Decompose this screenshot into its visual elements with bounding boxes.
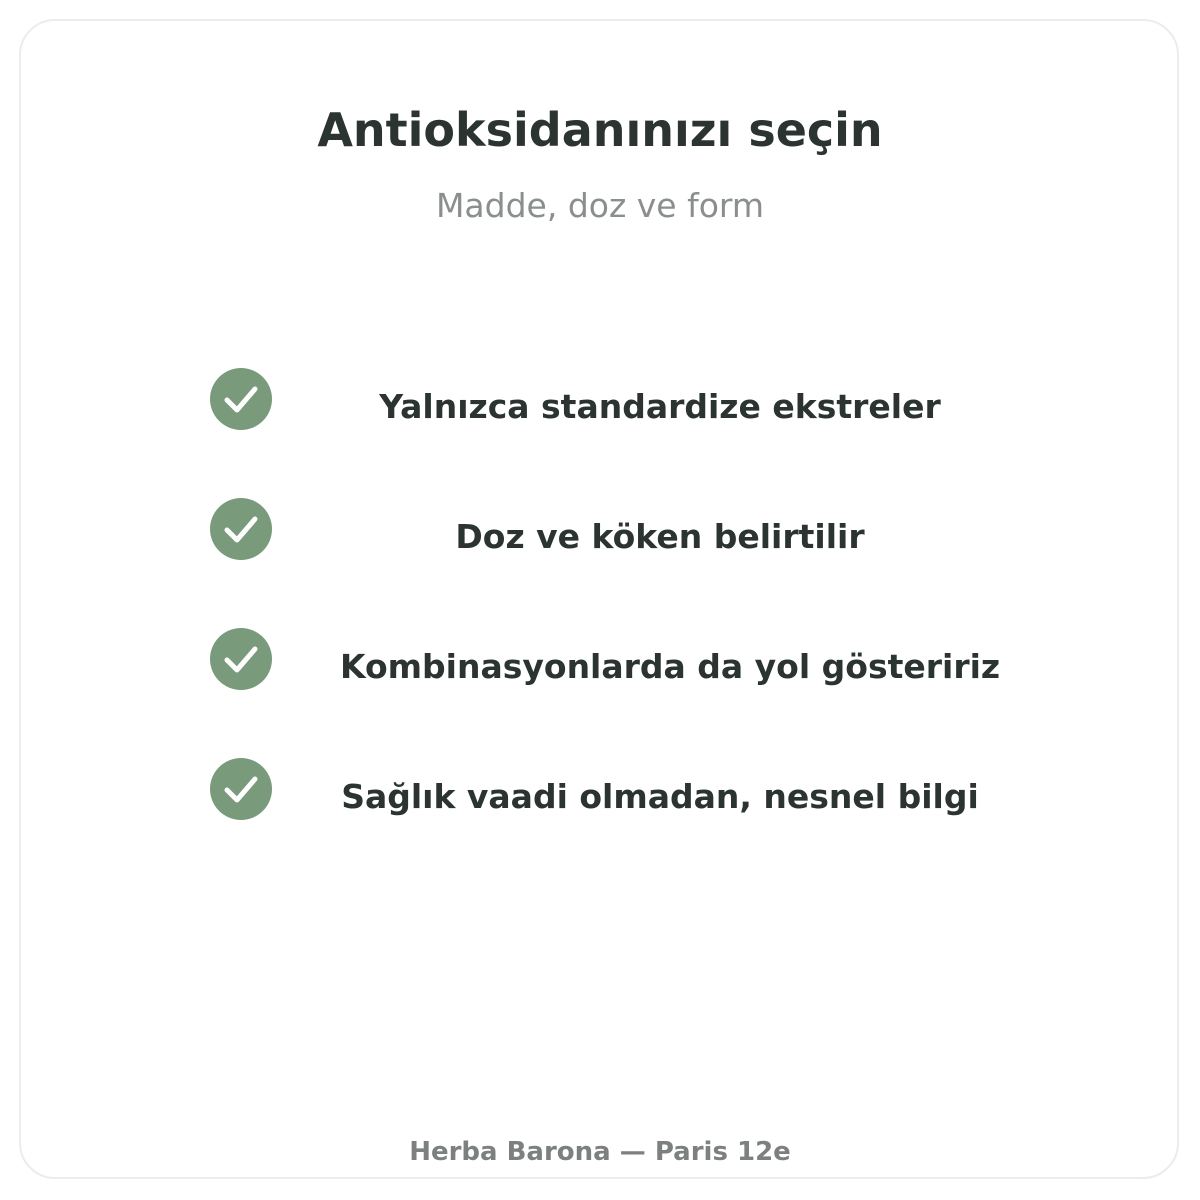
page-title: Antioksidanınızı seçin [317,103,883,157]
feature-item [0,368,1200,438]
check-icon [210,628,272,690]
check-icon [210,368,272,430]
feature-label: Kombinasyonlarda da yol gösteririz [340,647,1001,686]
footer-text: Herba Barona — Paris 12e [409,1137,791,1167]
feature-label: Yalnızca standardize ekstreler [379,387,941,426]
feature-label: Sağlık vaadi olmadan, nesnel bilgi [341,777,979,816]
feature-label: Doz ve köken belirtilir [455,517,865,556]
check-icon [210,498,272,560]
check-icon [210,758,272,820]
feature-item [0,758,1200,828]
page-subtitle: Madde, doz ve form [435,186,765,225]
feature-item [0,628,1200,698]
feature-item [0,498,1200,568]
